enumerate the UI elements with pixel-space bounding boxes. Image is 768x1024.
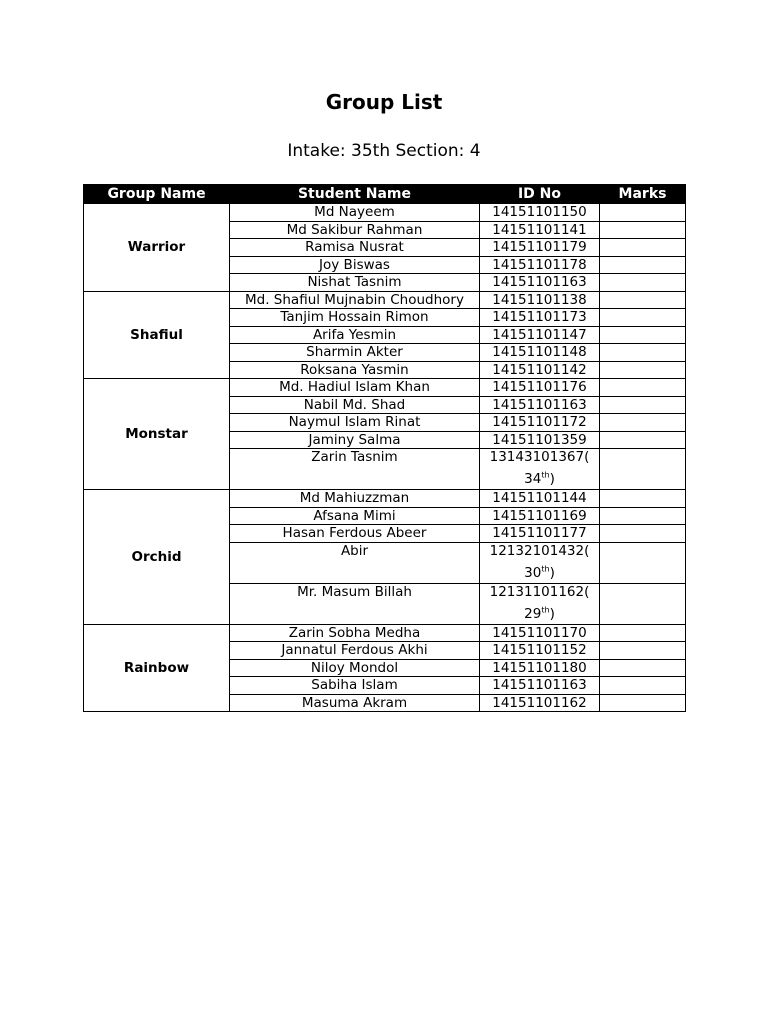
marks-cell[interactable] [600,204,686,222]
student-name-cell: Zarin Tasnim [230,449,480,490]
student-id-cell: 14151101179 [480,239,600,257]
student-name-cell: Sharmin Akter [230,344,480,362]
group-name-cell: Monstar [84,379,230,490]
marks-cell[interactable] [600,221,686,239]
student-id-text: 13143101367( [489,449,590,465]
marks-cell[interactable] [600,414,686,432]
student-id-cell: 14151101142 [480,361,600,379]
student-id-cell: 14151101144 [480,490,600,508]
table-row [84,291,686,309]
group-table [83,184,686,712]
student-id-cell: 14151101162 [480,694,600,712]
marks-cell[interactable] [600,361,686,379]
marks-cell[interactable] [600,642,686,660]
marks-cell[interactable] [600,396,686,414]
student-id-cell: 14151101138 [480,291,600,309]
student-name-cell: Md Mahiuzzman [230,490,480,508]
student-name-cell: Naymul Islam Rinat [230,414,480,432]
student-name-cell: Zarin Sobha Medha [230,624,480,642]
student-name-cell: Mr. Masum Billah [230,583,480,624]
student-name-cell: Joy Biswas [230,256,480,274]
marks-cell[interactable] [600,239,686,257]
student-name-cell: Roksana Yasmin [230,361,480,379]
student-id-intake-suffix: th [541,564,550,573]
student-id-cell: 14151101147 [480,326,600,344]
student-id-cell: 14151101150 [480,204,600,222]
document-title: Group List [325,90,443,114]
student-id-cell: 14151101152 [480,642,600,660]
table-row [84,490,686,508]
student-name-cell: Tanjim Hossain Rimon [230,309,480,327]
marks-cell[interactable] [600,449,686,490]
marks-cell[interactable] [600,256,686,274]
table-row [84,624,686,642]
student-name-cell: Ramisa Nusrat [230,239,480,257]
student-name-cell: Jannatul Ferdous Akhi [230,642,480,660]
student-id-intake-suffix: th [541,470,550,480]
student-id-cell [480,583,600,624]
student-id-cell: 14151101141 [480,221,600,239]
document-subtitle: Intake: 35th Section: 4 [287,141,481,161]
marks-cell[interactable] [600,542,686,583]
student-id-intake: 34 [524,471,542,487]
student-id-cell [480,542,600,583]
student-id-cell: 14151101180 [480,659,600,677]
table-body [84,204,686,712]
marks-cell[interactable] [600,291,686,309]
marks-cell[interactable] [600,309,686,327]
marks-cell[interactable] [600,677,686,695]
student-name-cell: Afsana Mimi [230,507,480,525]
student-name-cell: Nishat Tasnim [230,274,480,292]
student-name-cell: Niloy Mondol [230,659,480,677]
student-id-cell: 14151101178 [480,256,600,274]
table-row [84,204,686,222]
student-name-cell: Jaminy Salma [230,431,480,449]
header-student-name: Student Name [230,185,480,204]
student-name-cell: Md. Hadiul Islam Khan [230,379,480,397]
student-id-intake: 30 [524,564,542,581]
student-name-cell: Nabil Md. Shad [230,396,480,414]
student-id-cell: 14151101176 [480,379,600,397]
group-name-cell: Orchid [84,490,230,625]
header-marks: Marks [600,185,686,204]
student-name-cell: Md Nayeem [230,204,480,222]
student-id-cell: 14151101359 [480,431,600,449]
marks-cell[interactable] [600,583,686,624]
marks-cell[interactable] [600,694,686,712]
marks-cell[interactable] [600,344,686,362]
student-name-cell: Md Sakibur Rahman [230,221,480,239]
student-id-intake: 29 [524,605,542,622]
header-row [84,185,686,204]
student-id-cell: 14151101177 [480,525,600,543]
marks-cell[interactable] [600,525,686,543]
student-name-cell: Sabiha Islam [230,677,480,695]
table-header [84,185,686,204]
student-id-intake-line: 29th) [524,605,555,622]
student-id-cell: 14151101170 [480,624,600,642]
header-id-no: ID No [480,185,600,204]
student-name-cell: Md. Shafiul Mujnabin Choudhory [230,291,480,309]
student-name-cell: Abir [230,542,480,583]
group-name-cell: Rainbow [84,624,230,712]
student-id-cell: 14151101173 [480,309,600,327]
student-id-cell [480,449,600,490]
student-name-cell: Hasan Ferdous Abeer [230,525,480,543]
marks-cell[interactable] [600,507,686,525]
marks-cell[interactable] [600,431,686,449]
student-id-text: 12132101432( [489,542,590,559]
table-row [84,379,686,397]
group-name-cell: Shafiul [84,291,230,379]
marks-cell[interactable] [600,490,686,508]
student-id-cell: 14151101169 [480,507,600,525]
student-id-cell: 14151101163 [480,274,600,292]
student-id-intake-suffix: th [541,605,550,614]
student-name-cell: Masuma Akram [230,694,480,712]
marks-cell[interactable] [600,659,686,677]
student-id-intake-line: 34th) [524,470,555,487]
student-id-text: 12131101162( [489,583,590,600]
student-id-cell: 14151101148 [480,344,600,362]
marks-cell[interactable] [600,379,686,397]
header-group-name: Group Name [84,185,230,204]
student-id-intake-line: 30th) [524,564,555,581]
group-name-cell: Warrior [84,204,230,292]
marks-cell[interactable] [600,624,686,642]
student-name-cell: Arifa Yesmin [230,326,480,344]
student-id-cell: 14151101163 [480,677,600,695]
student-id-cell: 14151101163 [480,396,600,414]
marks-cell[interactable] [600,274,686,292]
marks-cell[interactable] [600,326,686,344]
student-id-cell: 14151101172 [480,414,600,432]
